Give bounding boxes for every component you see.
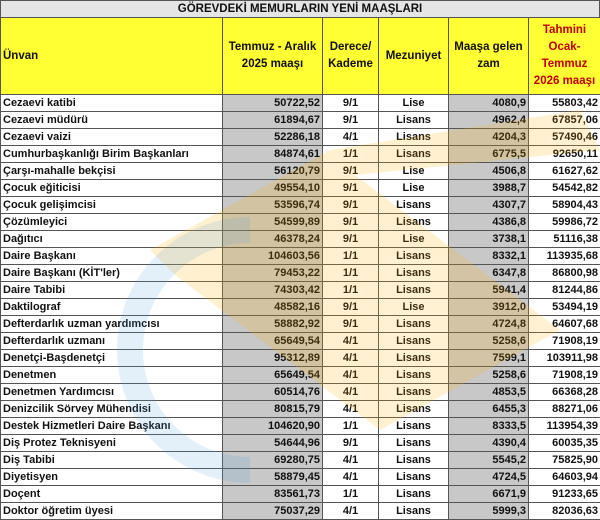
cell-zam: 6671,9 (449, 486, 529, 503)
cell-mezuniyet: Lisans (379, 214, 449, 231)
cell-unvan: Defterdarlık uzman yardımcısı (1, 316, 223, 333)
header-row (1, 18, 600, 95)
cell-maas: 79453,22 (223, 265, 323, 282)
cell-zam: 3738,1 (449, 231, 529, 248)
cell-unvan: Diş Protez Teknisyeni (1, 435, 223, 452)
cell-tahmini: 67857,06 (529, 112, 600, 129)
cell-unvan: Dağıtıcı (1, 231, 223, 248)
cell-derece: 9/1 (323, 231, 379, 248)
cell-unvan: Daire Tabibi (1, 282, 223, 299)
cell-mezuniyet: Lise (379, 299, 449, 316)
cell-mezuniyet: Lisans (379, 367, 449, 384)
cell-mezuniyet: Lisans (379, 333, 449, 350)
cell-mezuniyet: Lisans (379, 384, 449, 401)
cell-derece: 4/1 (323, 384, 379, 401)
cell-mezuniyet: Lisans (379, 350, 449, 367)
cell-tahmini: 60035,35 (529, 435, 600, 452)
table-row (1, 452, 600, 469)
cell-mezuniyet: Lise (379, 180, 449, 197)
cell-tahmini: 58904,43 (529, 197, 600, 214)
cell-zam: 7599,1 (449, 350, 529, 367)
cell-unvan: Defterdarlık uzmanı (1, 333, 223, 350)
cell-derece: 4/1 (323, 503, 379, 520)
cell-derece: 1/1 (323, 282, 379, 299)
cell-mezuniyet: Lisans (379, 435, 449, 452)
cell-unvan: Cezaevi vaizi (1, 129, 223, 146)
cell-maas: 46378,24 (223, 231, 323, 248)
cell-zam: 5258,6 (449, 367, 529, 384)
cell-maas: 104620,90 (223, 418, 323, 435)
cell-maas: 56120,79 (223, 163, 323, 180)
cell-zam: 4506,8 (449, 163, 529, 180)
table-row (1, 129, 600, 146)
column-header-zam: Maaşa gelen zam (449, 18, 529, 95)
cell-mezuniyet: Lisans (379, 316, 449, 333)
table-row (1, 163, 600, 180)
cell-maas: 65649,54 (223, 333, 323, 350)
cell-tahmini: 86800,98 (529, 265, 600, 282)
cell-tahmini: 57490,46 (529, 129, 600, 146)
cell-unvan: Çözümleyici (1, 214, 223, 231)
cell-zam: 6775,5 (449, 146, 529, 163)
cell-maas: 80815,79 (223, 401, 323, 418)
cell-maas: 54644,96 (223, 435, 323, 452)
cell-tahmini: 91233,65 (529, 486, 600, 503)
cell-mezuniyet: Lisans (379, 401, 449, 418)
table-row (1, 418, 600, 435)
table-row (1, 435, 600, 452)
cell-derece: 1/1 (323, 486, 379, 503)
cell-tahmini: 53494,19 (529, 299, 600, 316)
cell-tahmini: 81244,86 (529, 282, 600, 299)
column-header-mezuniyet: Mezuniyet (379, 18, 449, 95)
cell-tahmini: 59986,72 (529, 214, 600, 231)
cell-zam: 4390,4 (449, 435, 529, 452)
cell-mezuniyet: Lise (379, 95, 449, 112)
table-row (1, 350, 600, 367)
cell-derece: 1/1 (323, 146, 379, 163)
cell-tahmini: 113935,68 (529, 248, 600, 265)
cell-derece: 9/1 (323, 435, 379, 452)
cell-derece: 9/1 (323, 95, 379, 112)
cell-tahmini: 88271,06 (529, 401, 600, 418)
cell-zam: 4724,5 (449, 469, 529, 486)
cell-zam: 8333,5 (449, 418, 529, 435)
column-header-tahmini: Tahmini Ocak-Temmuz 2026 maaşı (529, 18, 600, 95)
cell-maas: 58879,45 (223, 469, 323, 486)
cell-zam: 4962,4 (449, 112, 529, 129)
cell-unvan: Çocuk gelişimcisi (1, 197, 223, 214)
table-row (1, 384, 600, 401)
cell-tahmini: 66368,28 (529, 384, 600, 401)
cell-zam: 8332,1 (449, 248, 529, 265)
cell-zam: 4853,5 (449, 384, 529, 401)
table-row (1, 95, 600, 112)
table-row (1, 112, 600, 129)
cell-unvan: Denizcilik Sörvey Mühendisi (1, 401, 223, 418)
cell-tahmini: 55803,42 (529, 95, 600, 112)
cell-unvan: Daire Başkanı (KİT'ler) (1, 265, 223, 282)
cell-maas: 83561,73 (223, 486, 323, 503)
cell-mezuniyet: Lisans (379, 112, 449, 129)
cell-unvan: Cezaevi katibi (1, 95, 223, 112)
cell-derece: 9/1 (323, 163, 379, 180)
table-row (1, 214, 600, 231)
cell-zam: 6347,8 (449, 265, 529, 282)
table-title: GÖREVDEKİ MEMURLARIN YENİ MAAŞLARI (0, 0, 600, 18)
salary-table (0, 17, 600, 520)
table-row (1, 333, 600, 350)
cell-mezuniyet: Lisans (379, 486, 449, 503)
table-row (1, 197, 600, 214)
column-header-maas: Temmuz - Aralık 2025 maaşı (223, 18, 323, 95)
cell-derece: 9/1 (323, 197, 379, 214)
cell-unvan: Doktor öğretim üyesi (1, 503, 223, 520)
cell-derece: 4/1 (323, 333, 379, 350)
cell-mezuniyet: Lisans (379, 503, 449, 520)
cell-maas: 53596,74 (223, 197, 323, 214)
cell-zam: 6455,3 (449, 401, 529, 418)
cell-maas: 58882,92 (223, 316, 323, 333)
cell-zam: 5999,3 (449, 503, 529, 520)
cell-unvan: Denetmen Yardımcısı (1, 384, 223, 401)
cell-unvan: Cezaevi müdürü (1, 112, 223, 129)
cell-mezuniyet: Lise (379, 163, 449, 180)
cell-derece: 4/1 (323, 469, 379, 486)
cell-maas: 104603,56 (223, 248, 323, 265)
cell-maas: 65649,54 (223, 367, 323, 384)
cell-tahmini: 51116,38 (529, 231, 600, 248)
cell-unvan: Diyetisyen (1, 469, 223, 486)
cell-tahmini: 75825,90 (529, 452, 600, 469)
cell-unvan: Daktilograf (1, 299, 223, 316)
cell-derece: 4/1 (323, 350, 379, 367)
cell-maas: 60514,76 (223, 384, 323, 401)
cell-zam: 4724,8 (449, 316, 529, 333)
cell-derece: 9/1 (323, 214, 379, 231)
cell-unvan: Çocuk eğiticisi (1, 180, 223, 197)
cell-derece: 1/1 (323, 248, 379, 265)
cell-mezuniyet: Lisans (379, 282, 449, 299)
cell-derece: 9/1 (323, 112, 379, 129)
cell-tahmini: 71908,19 (529, 367, 600, 384)
cell-tahmini: 92650,11 (529, 146, 600, 163)
cell-maas: 52286,18 (223, 129, 323, 146)
cell-derece: 4/1 (323, 401, 379, 418)
cell-zam: 5941,4 (449, 282, 529, 299)
cell-mezuniyet: Lisans (379, 265, 449, 282)
cell-maas: 74303,42 (223, 282, 323, 299)
cell-derece: 9/1 (323, 180, 379, 197)
cell-zam: 4307,7 (449, 197, 529, 214)
table-row (1, 265, 600, 282)
cell-maas: 49554,10 (223, 180, 323, 197)
table-row (1, 248, 600, 265)
cell-mezuniyet: Lisans (379, 197, 449, 214)
cell-maas: 95312,89 (223, 350, 323, 367)
cell-mezuniyet: Lisans (379, 248, 449, 265)
table-row (1, 231, 600, 248)
cell-zam: 4080,9 (449, 95, 529, 112)
cell-unvan: Daire Başkanı (1, 248, 223, 265)
cell-tahmini: 61627,62 (529, 163, 600, 180)
cell-unvan: Doçent (1, 486, 223, 503)
cell-maas: 69280,75 (223, 452, 323, 469)
cell-tahmini: 113954,39 (529, 418, 600, 435)
cell-derece: 1/1 (323, 418, 379, 435)
table-row (1, 282, 600, 299)
table-row (1, 367, 600, 384)
cell-zam: 4204,3 (449, 129, 529, 146)
cell-derece: 4/1 (323, 452, 379, 469)
cell-maas: 75037,29 (223, 503, 323, 520)
table-row (1, 401, 600, 418)
cell-unvan: Cumhurbaşkanlığı Birim Başkanları (1, 146, 223, 163)
cell-tahmini: 64607,68 (529, 316, 600, 333)
cell-maas: 84874,61 (223, 146, 323, 163)
cell-tahmini: 54542,82 (529, 180, 600, 197)
cell-unvan: Çarşı-mahalle bekçisi (1, 163, 223, 180)
cell-zam: 4386,8 (449, 214, 529, 231)
cell-maas: 50722,52 (223, 95, 323, 112)
cell-zam: 3912,0 (449, 299, 529, 316)
cell-maas: 48582,16 (223, 299, 323, 316)
cell-tahmini: 71908,19 (529, 333, 600, 350)
cell-derece: 4/1 (323, 129, 379, 146)
cell-mezuniyet: Lisans (379, 146, 449, 163)
cell-tahmini: 64603,94 (529, 469, 600, 486)
cell-derece: 9/1 (323, 299, 379, 316)
cell-mezuniyet: Lisans (379, 452, 449, 469)
cell-mezuniyet: Lisans (379, 129, 449, 146)
cell-maas: 61894,67 (223, 112, 323, 129)
table-row (1, 180, 600, 197)
cell-zam: 5545,2 (449, 452, 529, 469)
cell-unvan: Denetçi-Başdenetçi (1, 350, 223, 367)
cell-unvan: Diş Tabibi (1, 452, 223, 469)
cell-unvan: Denetmen (1, 367, 223, 384)
table-row (1, 299, 600, 316)
table-row (1, 486, 600, 503)
column-header-unvan: Ünvan (1, 18, 223, 95)
cell-derece: 4/1 (323, 367, 379, 384)
cell-zam: 5258,6 (449, 333, 529, 350)
cell-mezuniyet: Lise (379, 231, 449, 248)
table-row (1, 503, 600, 520)
cell-derece: 1/1 (323, 265, 379, 282)
cell-derece: 9/1 (323, 316, 379, 333)
cell-mezuniyet: Lisans (379, 418, 449, 435)
table-row (1, 316, 600, 333)
cell-zam: 3988,7 (449, 180, 529, 197)
cell-tahmini: 103911,98 (529, 350, 600, 367)
column-header-derece: Derece/ Kademe (323, 18, 379, 95)
cell-maas: 54599,89 (223, 214, 323, 231)
cell-unvan: Destek Hizmetleri Daire Başkanı (1, 418, 223, 435)
cell-tahmini: 82036,63 (529, 503, 600, 520)
cell-mezuniyet: Lisans (379, 469, 449, 486)
table-row (1, 146, 600, 163)
table-row (1, 469, 600, 486)
